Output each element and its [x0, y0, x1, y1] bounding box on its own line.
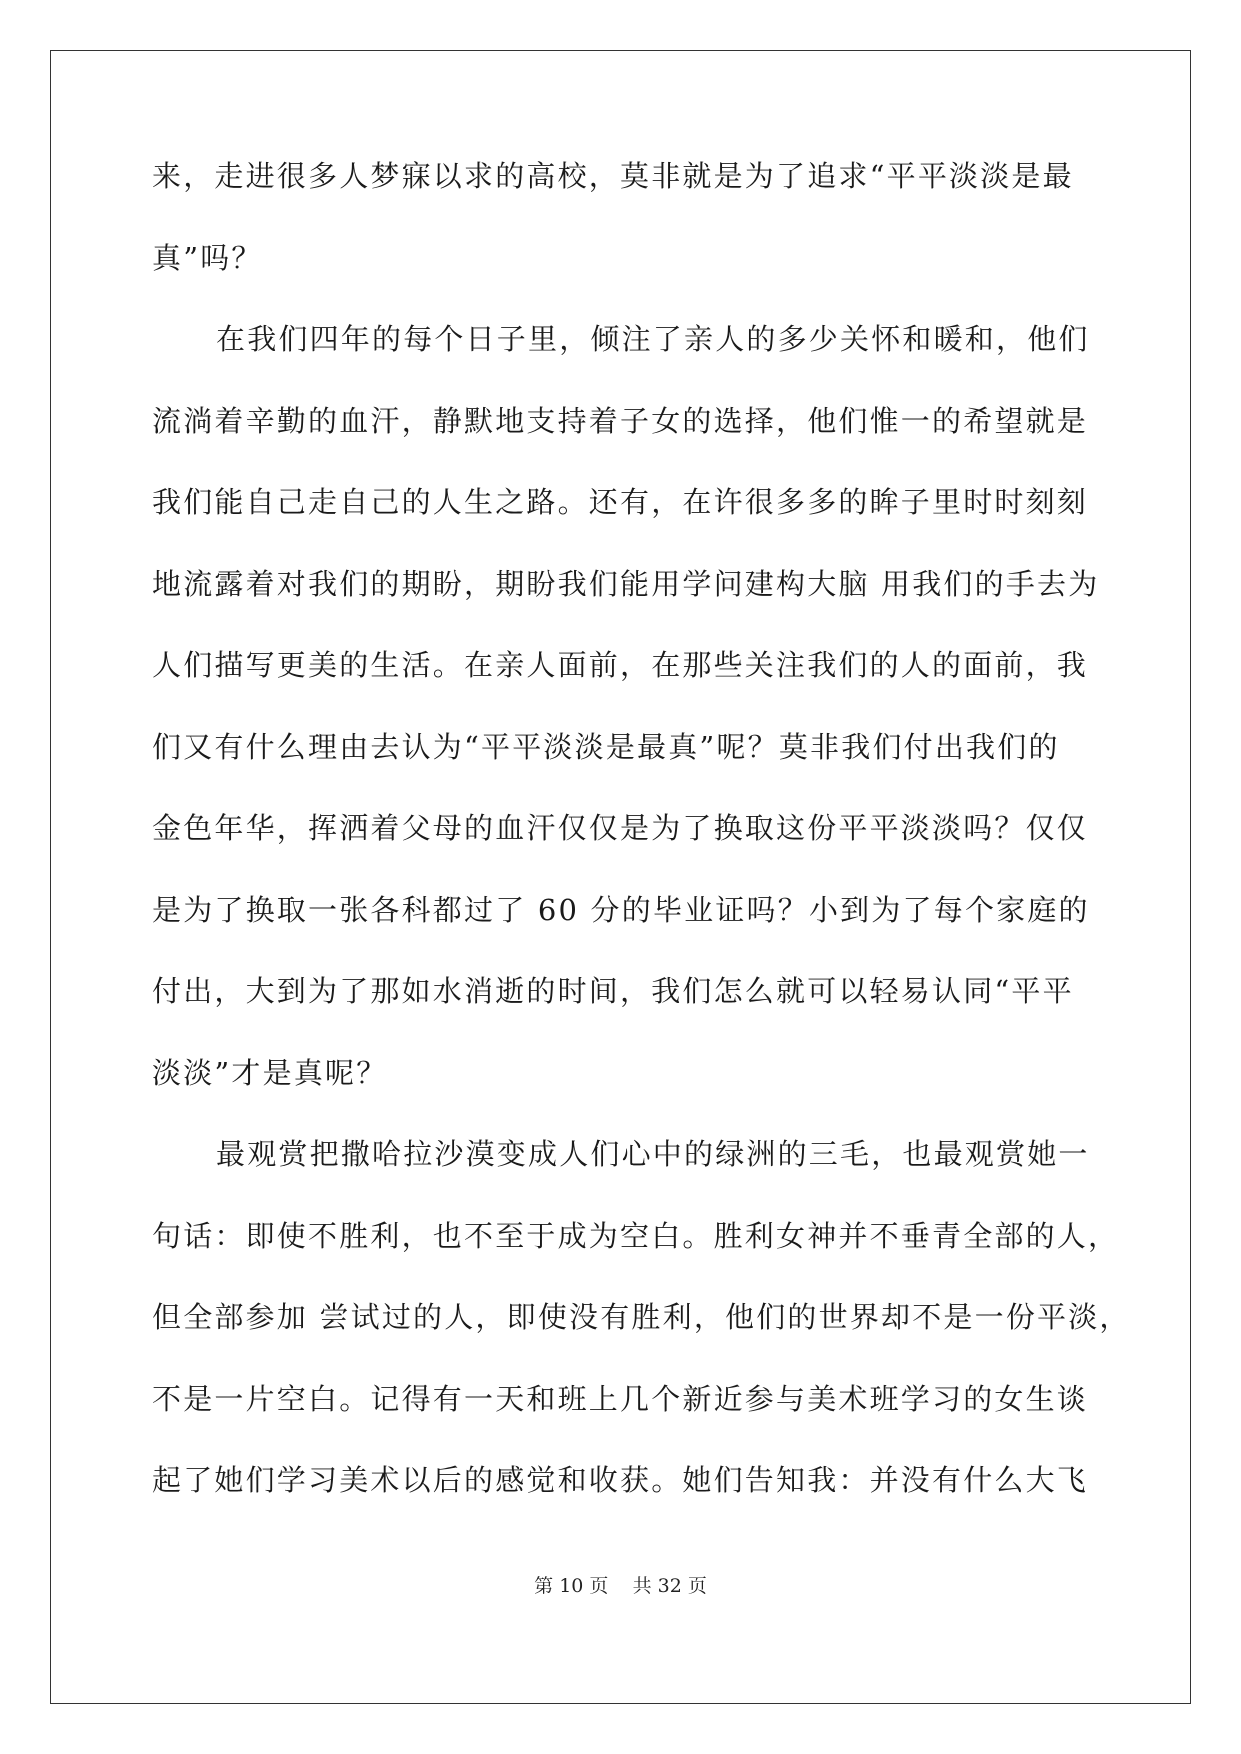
text-line: 是为了换取一张各科都过了 60 分的毕业证吗？小到为了每个家庭的 — [152, 892, 1090, 927]
page-number: 第 10 页 共 32 页 — [534, 1575, 707, 1597]
text-line: 不是一片空白。记得有一天和班上几个新近参与美术班学习的女生谈 — [152, 1381, 1089, 1416]
text-line: 但全部参加 尝试过的人，即使没有胜利，他们的世界却不是一份平淡， — [152, 1300, 1131, 1334]
paragraph-start-line: 在我们四年的每个日子里，倾注了亲人的多少关怀和暖和，他们 — [216, 322, 1090, 356]
text-line: 们又有什么理由去认为“平平淡淡是最真”呢？莫非我们付出我们的 — [152, 729, 1060, 764]
text-line: 流淌着辛勤的血汗，静默地支持着子女的选择，他们惟一的希望就是 — [152, 403, 1089, 438]
text-line: 人们描写更美的生活。在亲人面前，在那些关注我们的人的面前，我 — [152, 648, 1089, 682]
text-line: 起了她们学习美术以后的感觉和收获。她们告知我：并没有什么大飞 — [152, 1463, 1089, 1497]
text-line: 来，走进很多人梦寐以求的高校，莫非就是为了追求“平平淡淡是最 — [152, 159, 1074, 193]
page-footer — [0, 1574, 1241, 1598]
text-line: 地流露着对我们的期盼，期盼我们能用学问建构大脑 用我们的手去为 — [152, 566, 1100, 601]
text-line: 真”吗？ — [152, 240, 263, 275]
text-line: 我们能自己走自己的人生之路。还有，在许很多多的眸子里时时刻刻 — [152, 485, 1089, 519]
text-line: 金色年华，挥洒着父母的血汗仅仅是为了换取这份平平淡淡吗？仅仅 — [152, 811, 1089, 845]
document-body — [152, 156, 1131, 1542]
text-line: 付出，大到为了那如水消逝的时间，我们怎么就可以轻易认同“平平 — [152, 974, 1074, 1008]
paragraph-start-line: 最观赏把撒哈拉沙漠变成人们心中的绿洲的三毛，也最观赏她一 — [216, 1137, 1090, 1171]
text-line: 句话：即使不胜利，也不至于成为空白。胜利女神并不垂青全部的人， — [152, 1218, 1120, 1253]
text-line: 淡淡”才是真呢？ — [152, 1055, 388, 1090]
